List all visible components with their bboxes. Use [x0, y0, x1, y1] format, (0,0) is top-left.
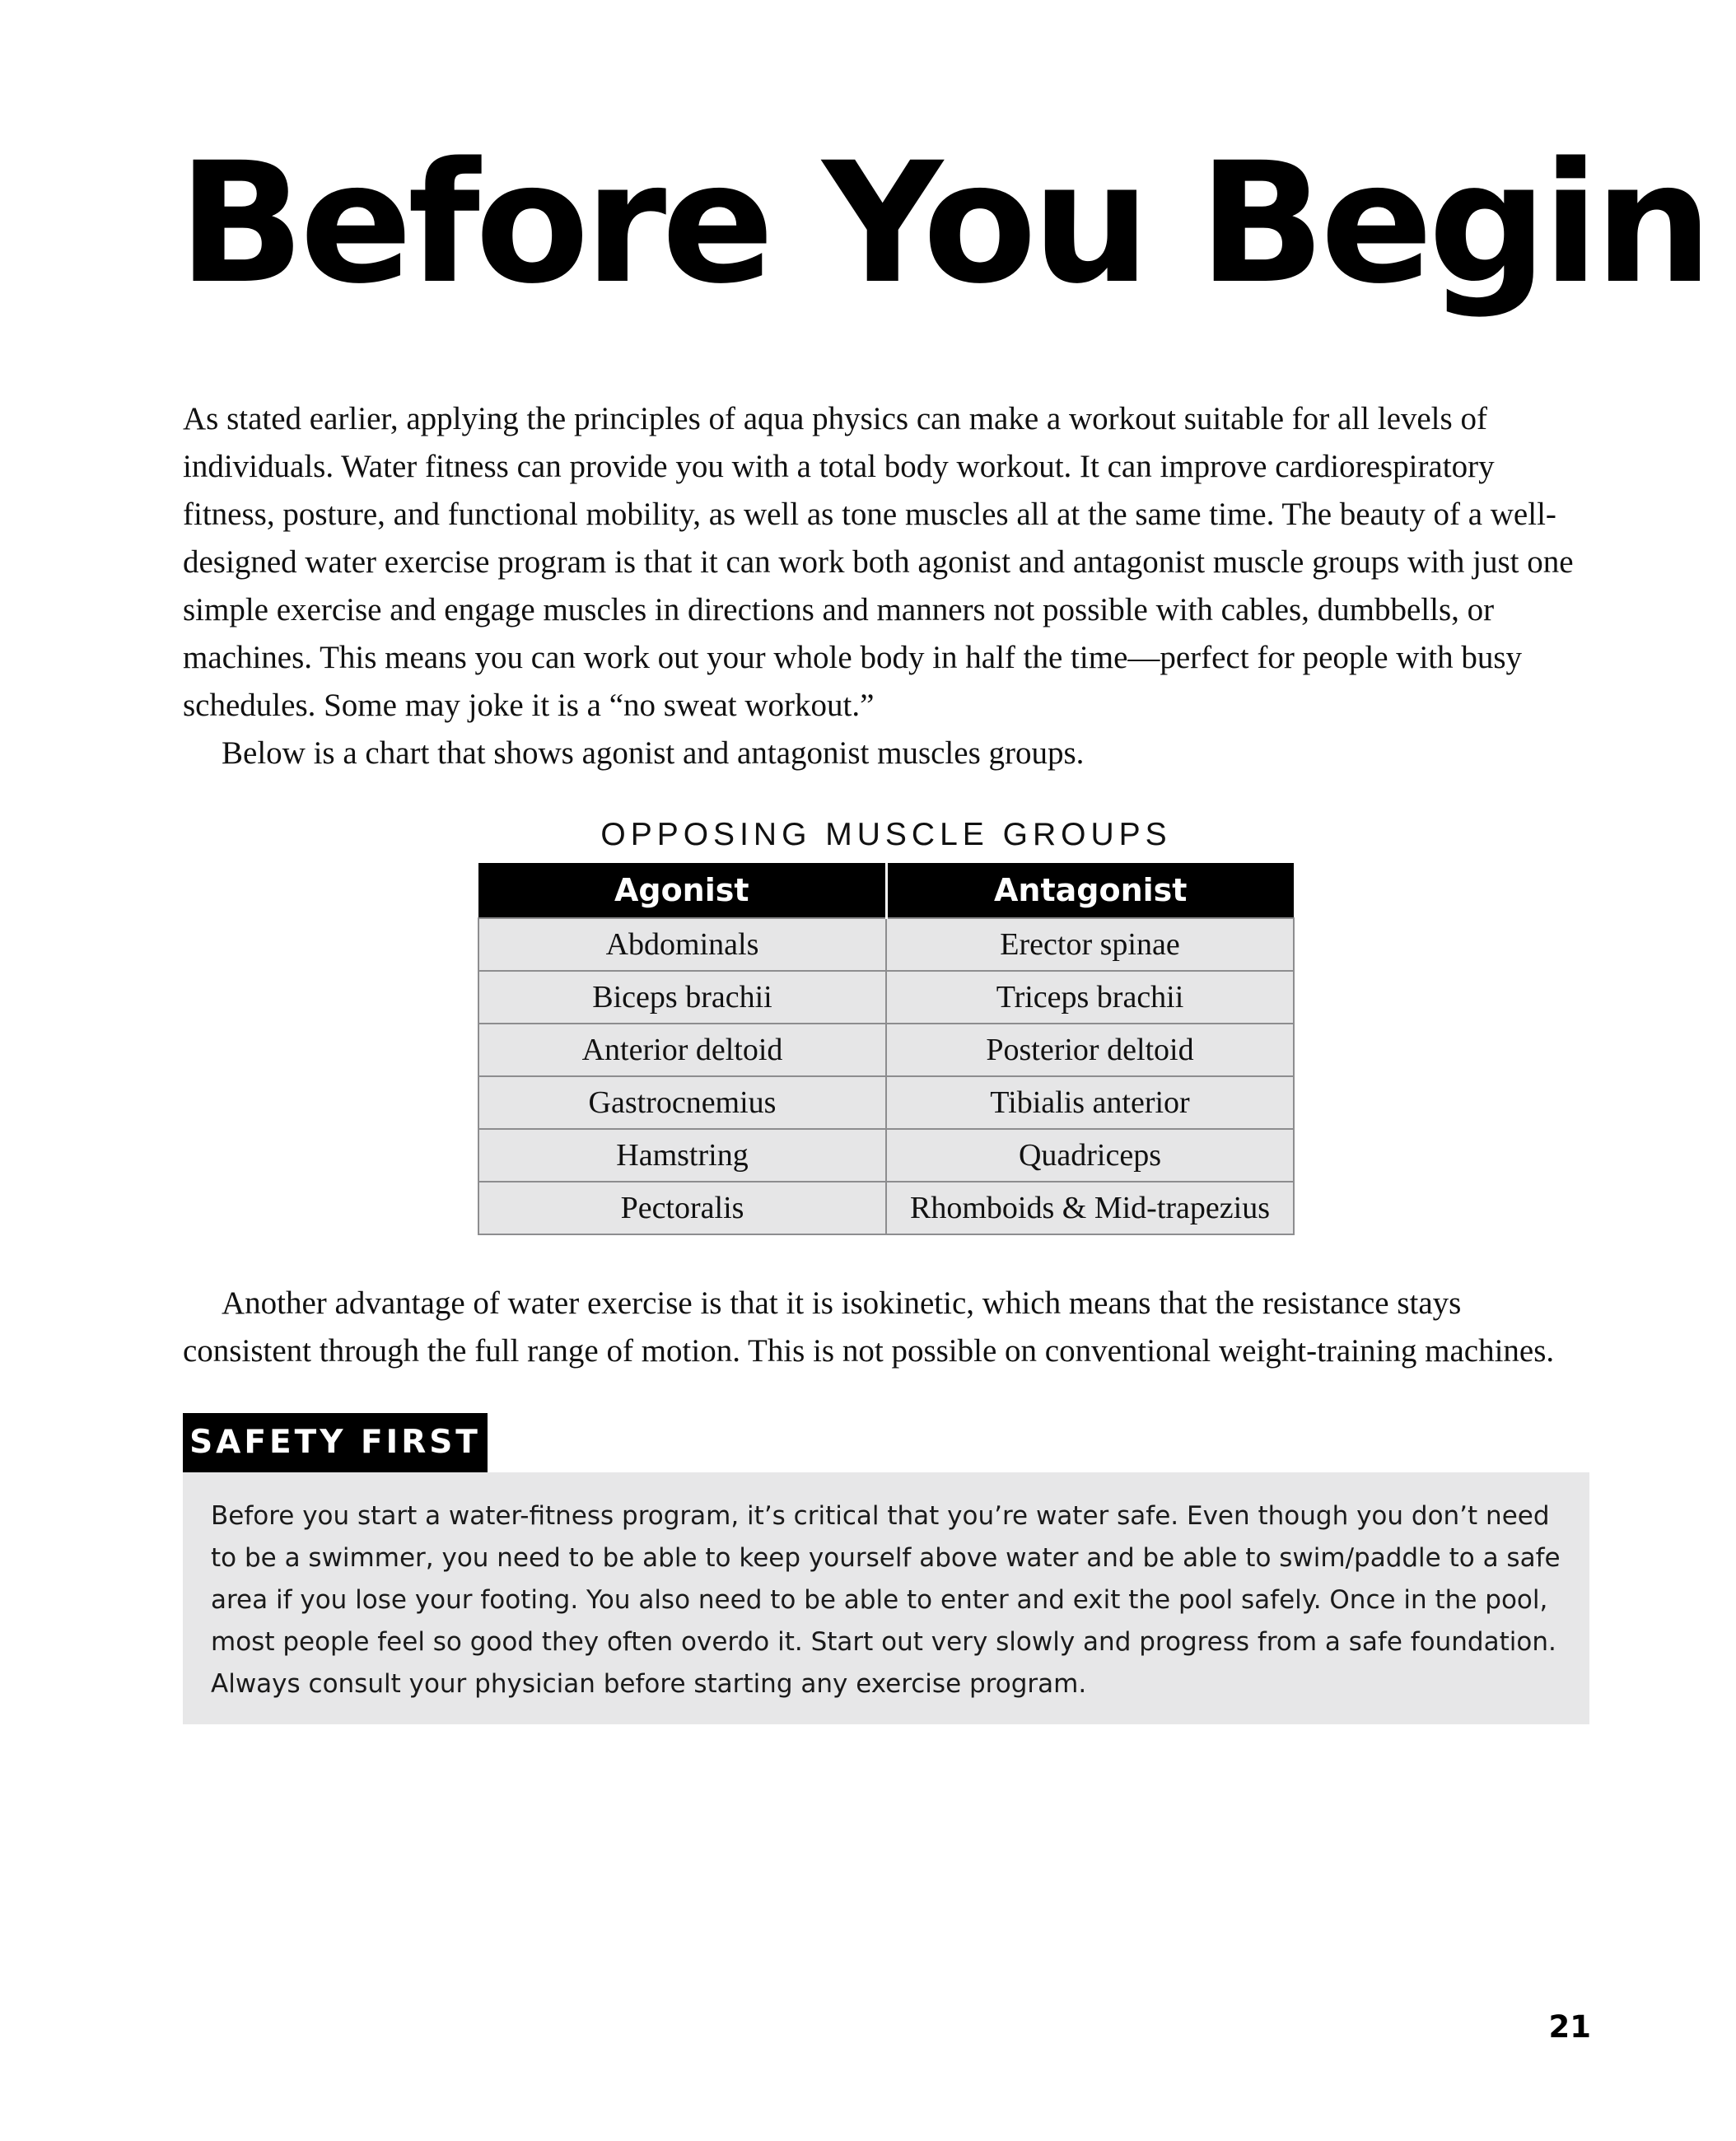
table-row [478, 1024, 1294, 1076]
chart-intro-paragraph: Below is a chart that shows agonist and antagonist muscles groups. [222, 735, 1085, 771]
table-row [478, 918, 1294, 971]
page-title: Before You Begin [178, 126, 1708, 320]
antagonist-cell: Tibialis anterior [886, 1076, 1294, 1129]
isokinetic-paragraph: Another advantage of water exercise is that it is isokinetic, which means that the resistance stays consistent through the full range of motion. This is not possible on conventional weight-training machines. [183, 1285, 1555, 1369]
antagonist-cell: Erector spinae [886, 918, 1294, 971]
muscle-table-section [478, 815, 1295, 1235]
table-header-row [478, 863, 1294, 918]
agonist-cell: Pectoralis [478, 1182, 886, 1234]
table-row [478, 1182, 1294, 1234]
intro-section [183, 395, 1587, 777]
agonist-cell: Abdominals [478, 918, 886, 971]
after-table-section [183, 1280, 1587, 1375]
antagonist-cell: Triceps brachii [886, 971, 1294, 1024]
intro-paragraph: As stated earlier, applying the principles of aqua physics can make a workout suitable for all levels of individuals. Water fitness can provide you with a total body workout. It can improve cardiorespiratory fitness, posture, and functional mobility, as well as tone muscles all at the same time. The beauty of a well-designed water exercise program is that it can work both agonist and antagonist muscle groups with just one simple exercise and engage muscles in directions and manners not possible with cables, dumbbells, or machines. This means you can work out your whole body in half the time—perfect for people with busy schedules. Some may joke it is a “no sweat workout.” [183, 401, 1574, 723]
agonist-header: Agonist [478, 863, 886, 918]
agonist-cell: Gastrocnemius [478, 1076, 886, 1129]
antagonist-header: Antagonist [886, 863, 1294, 918]
agonist-cell: Hamstring [478, 1129, 886, 1182]
table-row [478, 1129, 1294, 1182]
table-row [478, 1076, 1294, 1129]
antagonist-cell: Rhomboids & Mid-trapezius [886, 1182, 1294, 1234]
muscle-groups-table [478, 863, 1295, 1235]
antagonist-cell: Quadriceps [886, 1129, 1294, 1182]
safety-text: Before you start a water-fitness program, it’s critical that you’re water safe. Even though you don’t need to be a swimmer, you need to be able to keep yourself above water and be able to swim/paddle to a safe area if you lose your footing. You also need to be able to enter and exit the pool safely. Once in the pool, most people feel so good they often overdo it. Start out very slowly and progress from a safe foundation. Always consult your physician before starting any exercise program. [211, 1501, 1561, 1699]
table-row [478, 971, 1294, 1024]
safety-heading: SAFETY FIRST [183, 1413, 488, 1472]
page-number: 21 [1548, 2009, 1591, 2045]
agonist-cell: Biceps brachii [478, 971, 886, 1024]
antagonist-cell: Posterior deltoid [886, 1024, 1294, 1076]
safety-box [183, 1472, 1589, 1724]
table-caption: OPPOSING MUSCLE GROUPS [600, 817, 1172, 852]
agonist-cell: Anterior deltoid [478, 1024, 886, 1076]
